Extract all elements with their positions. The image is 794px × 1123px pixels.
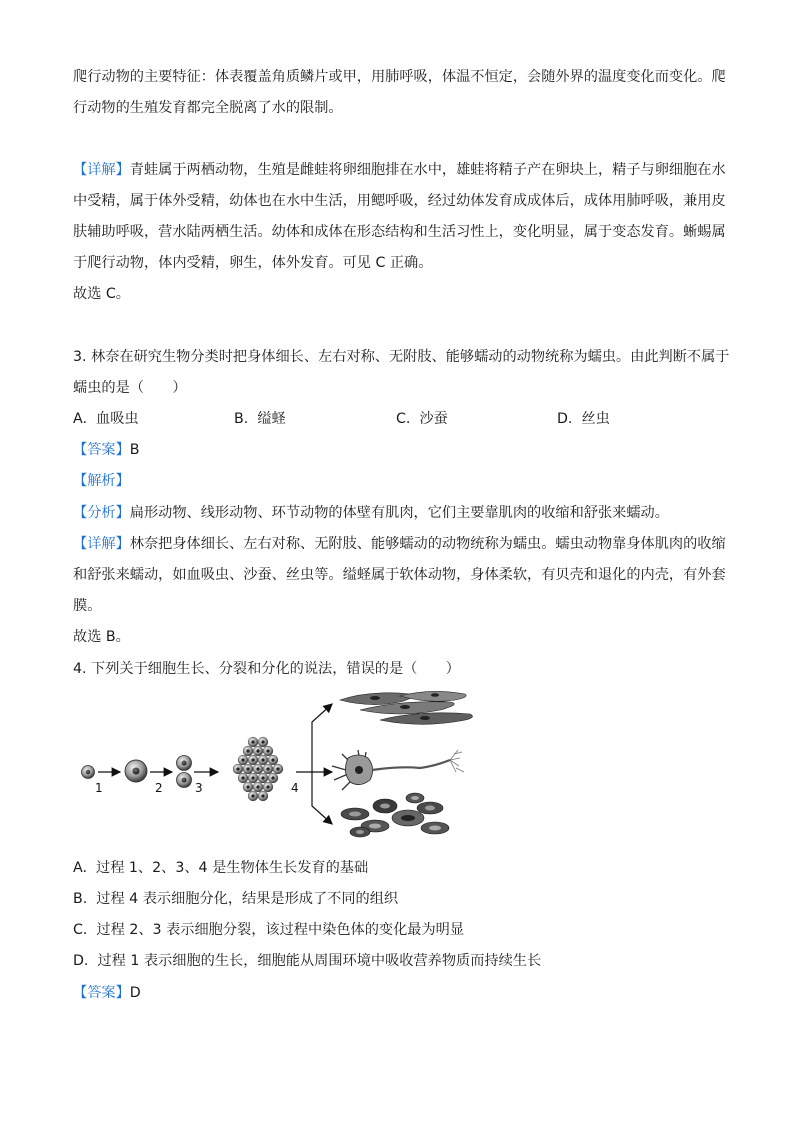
q3-detail-line-3: 膜。 bbox=[73, 598, 102, 614]
muscle-tissue bbox=[340, 691, 472, 724]
q4-stem: 4. 下列关于细胞生长、分裂和分化的说法，错误的是（ ） bbox=[73, 661, 460, 677]
q3-fenxi bbox=[73, 503, 669, 523]
intro-line-2: 行动物的生殖发育都完全脱离了水的限制。 bbox=[73, 100, 343, 116]
single-cell bbox=[82, 766, 95, 779]
q3-detail-line-1 bbox=[73, 534, 726, 554]
q3-analysis-tag bbox=[73, 471, 130, 491]
q3-answer bbox=[73, 440, 140, 460]
q3-stem-line-1: 3. 林奈在研究生物分类时把身体细长、左右对称、无附肢、能够蠕动的动物统称为蠕虫。由此判断不属于 bbox=[73, 349, 730, 365]
q3-detail-line-2: 和舒张来蠕动，如血吸虫、沙蚕、丝虫等。缢蛏属于软体动物，身体柔软，有贝壳和退化的内壳，有外套 bbox=[73, 567, 726, 583]
fenxi-text: 扁形动物、线形动物、环节动物的体壁有肌肉，它们主要靠肌肉的收缩和舒张来蠕动。 bbox=[129, 505, 669, 521]
q4-answer bbox=[73, 983, 141, 1003]
dividing-cells bbox=[177, 756, 192, 788]
detail-text: 青蛙属于两栖动物，生殖是雌蛙将卵细胞排在水中，雄蛙将精子产在卵块上，精子与卵细胞在水 bbox=[129, 162, 726, 178]
q3-option-d: D. 丝虫 bbox=[557, 411, 610, 427]
q4-option-d: D. 过程 1 表示细胞的生长，细胞能从周围环境中吸收营养物质而持续生长 bbox=[73, 953, 542, 969]
detail-tag: 【详解】 bbox=[73, 162, 130, 178]
answer-tag: 【答案】 bbox=[73, 442, 130, 458]
cell-cluster bbox=[233, 737, 283, 801]
label-1: 1 bbox=[95, 781, 103, 795]
intro-line-1: 爬行动物的主要特征：体表覆盖角质鳞片或甲，用肺呼吸，体温不恒定，会随外界的温度变化而变化。爬 bbox=[73, 69, 726, 85]
grown-cell bbox=[125, 760, 147, 782]
analysis-tag: 【解析】 bbox=[73, 473, 130, 489]
q3-stem-line-2: 蠕虫的是（ ） bbox=[73, 380, 187, 396]
blood-cells-tissue bbox=[341, 793, 449, 837]
cell-process-diagram bbox=[70, 688, 490, 838]
cell-process-svg bbox=[70, 688, 490, 838]
q2-detail-line-3: 肤辅助呼吸，营水陆两栖生活。幼体和成体在形态结构和生活习性上，变化明显，属于变态发育。蜥蜴属 bbox=[73, 224, 726, 240]
q4-option-b: B. 过程 4 表示细胞分化，结果是形成了不同的组织 bbox=[73, 891, 399, 907]
q2-detail-line-4: 于爬行动物，体内受精，卵生，体外发育。可见 C 正确。 bbox=[73, 255, 433, 271]
fenxi-tag: 【分析】 bbox=[73, 505, 130, 521]
label-2: 2 bbox=[155, 781, 163, 795]
q3-option-b: B. 缢蛏 bbox=[234, 411, 286, 427]
q2-detail-line-2: 中受精，属于体外受精，幼体也在水中生活，用鳃呼吸，经过幼体发育成成体后，成体用肺呼吸，兼用皮 bbox=[73, 193, 726, 209]
q2-detail-line-1 bbox=[73, 160, 726, 180]
answer-value: D bbox=[129, 985, 141, 1001]
answer-value: B bbox=[129, 442, 140, 458]
arrow-4-up bbox=[312, 704, 332, 772]
answer-tag: 【答案】 bbox=[73, 985, 130, 1001]
label-3: 3 bbox=[195, 781, 203, 795]
detail-text: 林奈把身体细长、左右对称、无附肢、能够蠕动的动物统称为蠕虫。蠕虫动物靠身体肌肉的收缩 bbox=[129, 536, 726, 552]
q4-option-a: A. 过程 1、2、3、4 是生物体生长发育的基础 bbox=[73, 860, 369, 876]
q3-option-c: C. 沙蚕 bbox=[396, 411, 448, 427]
q3-option-a: A. 血吸虫 bbox=[73, 411, 139, 427]
label-4: 4 bbox=[291, 781, 299, 795]
detail-tag: 【详解】 bbox=[73, 536, 130, 552]
arrow-4-down bbox=[312, 772, 332, 824]
nerve-cell bbox=[332, 750, 464, 790]
q4-option-c: C. 过程 2、3 表示细胞分裂，该过程中染色体的变化最为明显 bbox=[73, 922, 465, 938]
q2-conclusion: 故选 C。 bbox=[73, 286, 130, 302]
q3-conclusion: 故选 B。 bbox=[73, 629, 130, 645]
